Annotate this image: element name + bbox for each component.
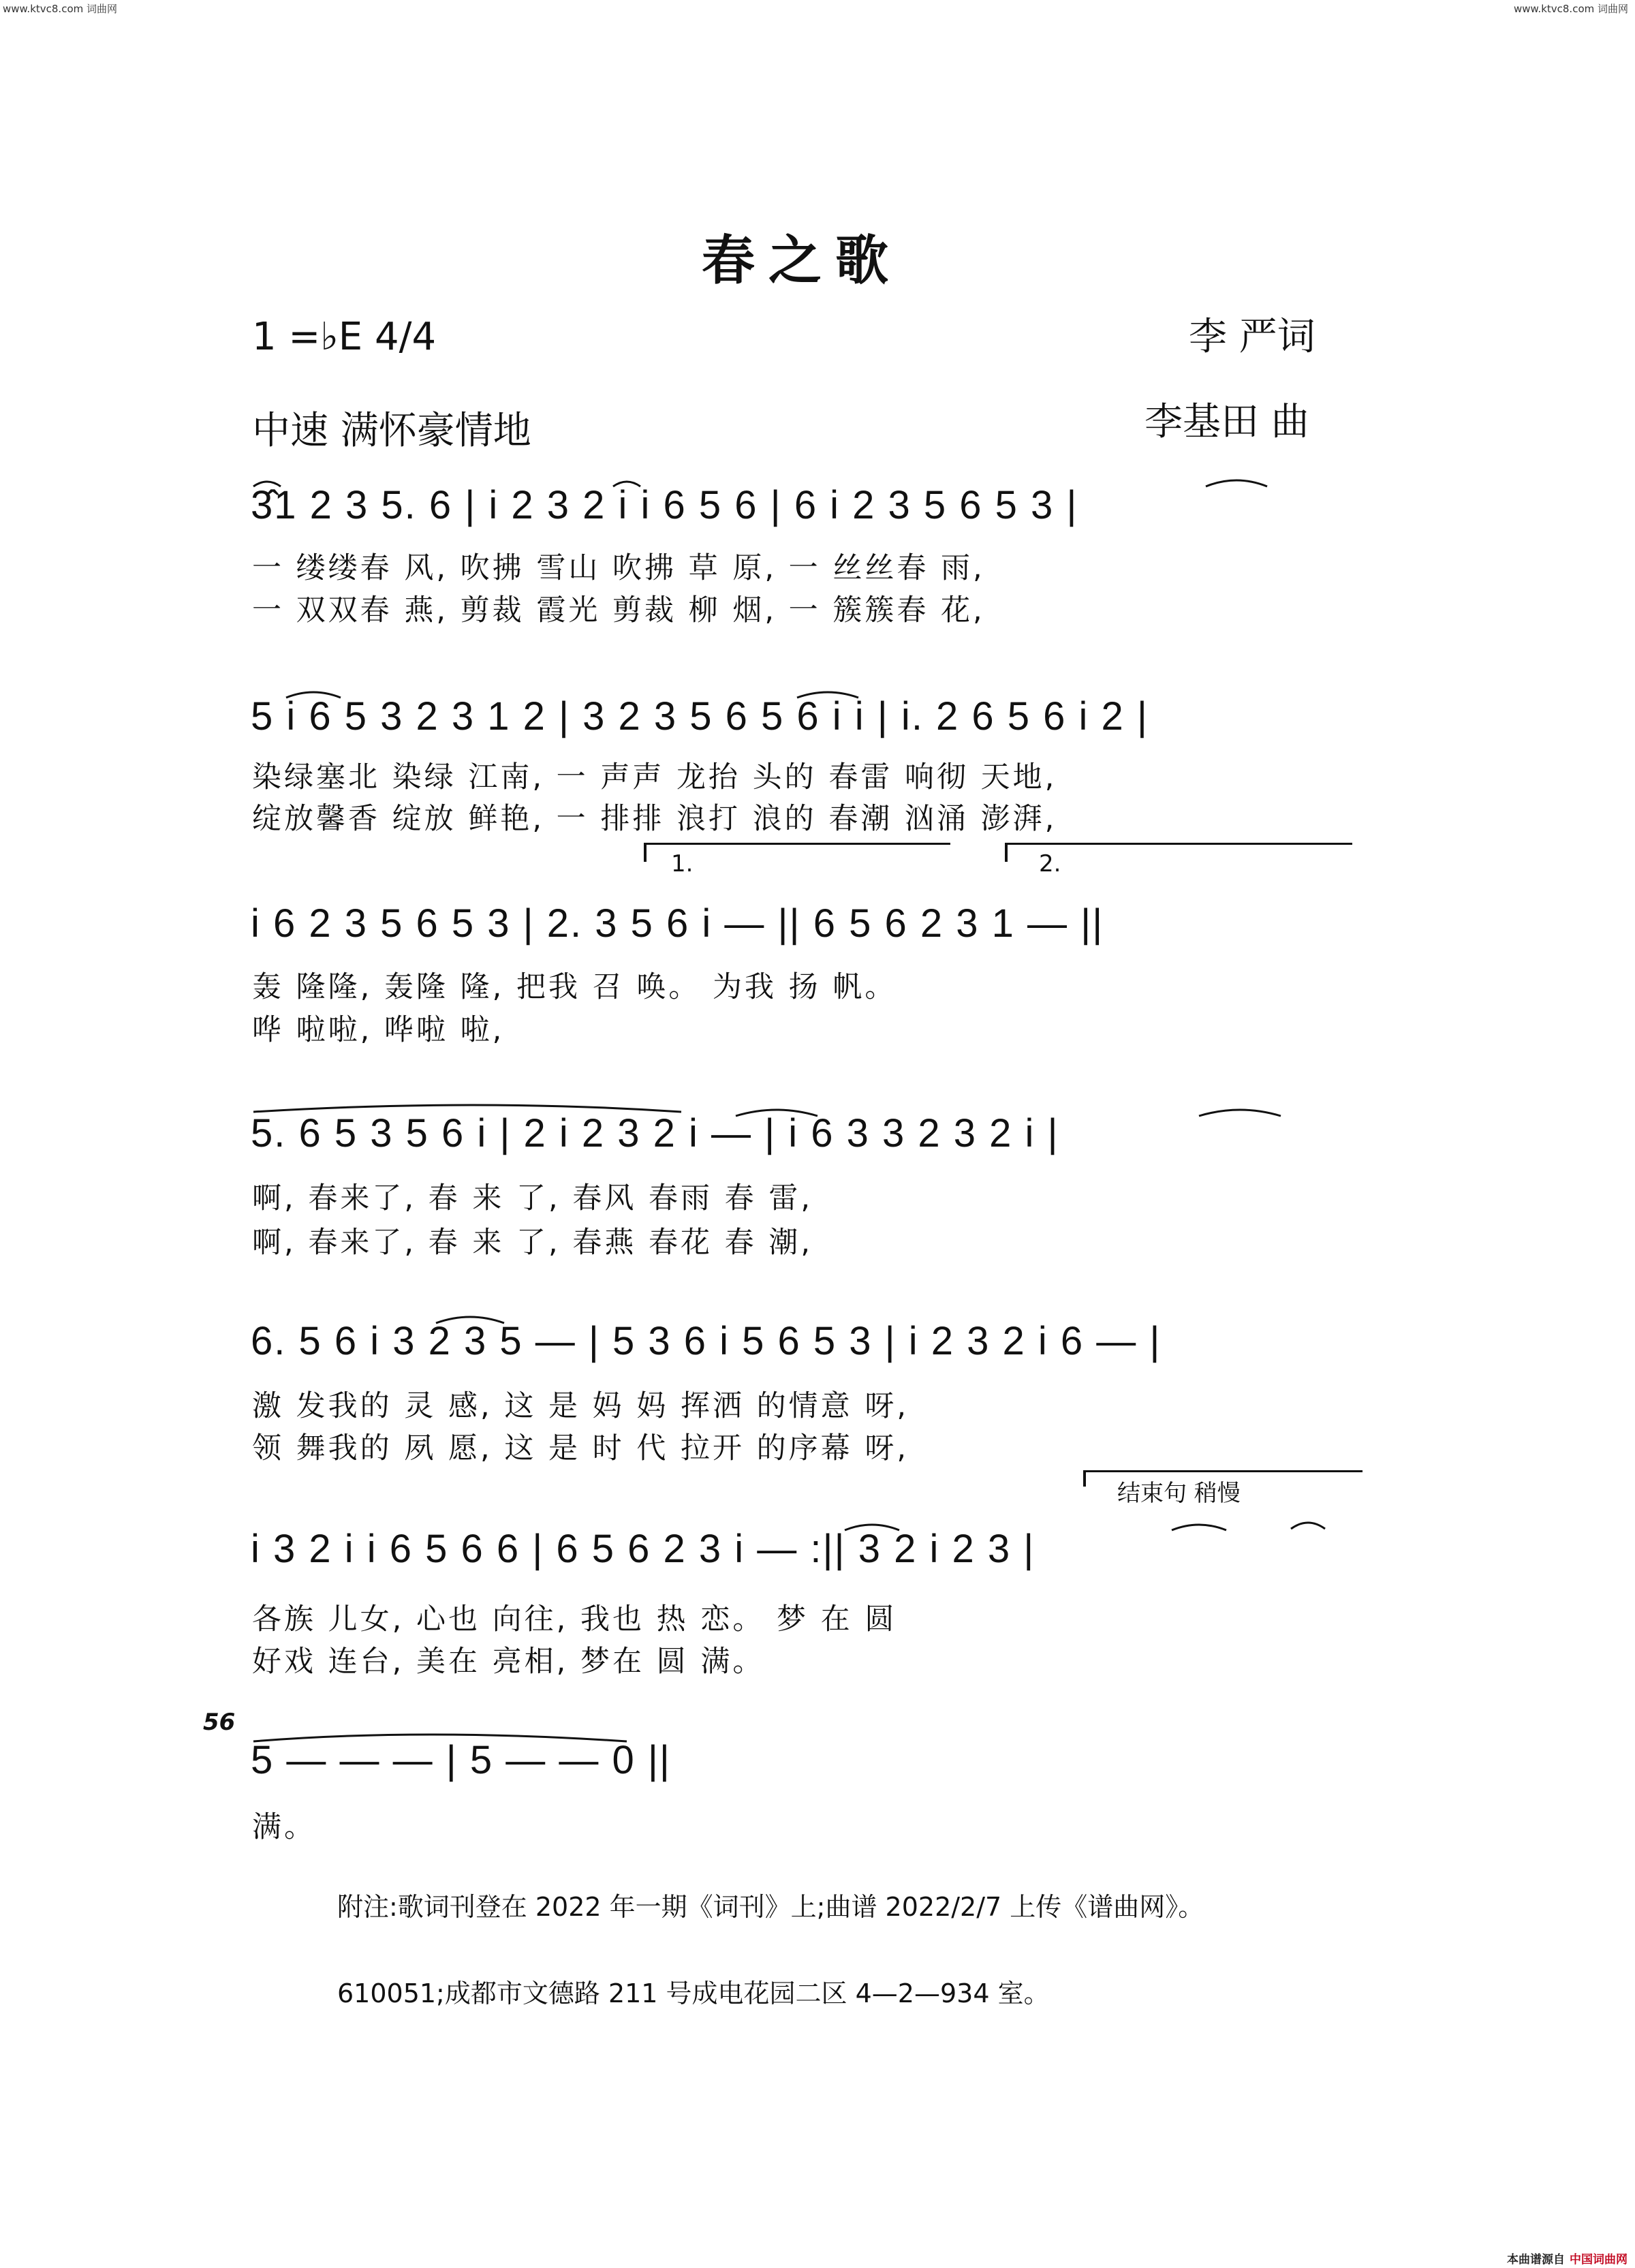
volta-bracket-1-edge <box>644 843 647 862</box>
lyric-line-1-verse-1: 一 缕缕春 风, 吹拂 雪山 吹拂 草 原, 一 丝丝春 雨, <box>252 551 985 585</box>
song-title: 春之歌 <box>702 230 903 292</box>
site-watermark-bottom-left: 本曲谱源自 <box>1507 2253 1565 2267</box>
score-line-3: i 6 2 3 5 6 5 3 | 2. 3 5 6 i — || 6 5 6 2 3 1 — || <box>251 901 1104 946</box>
score-line-6: i 3 2 i i 6 5 6 6 | 6 5 6 2 3 i — :|| 3 2 i 2 3 | <box>251 1527 1036 1571</box>
lyric-line-7: 满。 <box>252 1810 316 1844</box>
composer-credit: 李基田 曲 <box>1144 400 1309 444</box>
handwritten-marginal-note: 56 <box>203 1709 236 1736</box>
lyric-line-2-verse-1: 染绿塞北 染绿 江南, 一 声声 龙抬 头的 春雷 响彻 天地, <box>252 760 1057 794</box>
lyric-line-5-verse-1: 激 发我的 灵 感, 这 是 妈 妈 挥洒 的情意 呀, <box>252 1389 909 1423</box>
site-watermark-top-left: www.ktvc8.com 词曲网 <box>3 3 118 15</box>
fermata-arc <box>1291 1523 1325 1529</box>
score-line-2: 5 i 6 5 3 2 3 1 2 | 3 2 3 5 6 5 6 i i | i. 2 6 5 6 i 2 | <box>251 694 1149 739</box>
site-watermark-bottom-right: 中国词曲网 <box>1570 2253 1628 2267</box>
lyric-line-4-verse-2: 啊, 春来了, 春 来 了, 春燕 春花 春 潮, <box>252 1226 813 1260</box>
score-line-1: 3̂1 2 3 5. 6 | i 2 3 2 i i 6 5 6 | 6 i 2 3 5 6 5 3 | <box>251 483 1078 527</box>
lyric-line-6-verse-1: 各族 儿女, 心也 向往, 我也 热 恋。 梦 在 圆 <box>252 1602 897 1636</box>
slur-mark <box>1206 480 1267 486</box>
key-signature: 1 =♭E 4/4 <box>252 315 437 359</box>
ending-phrase-bracket-edge <box>1083 1470 1086 1487</box>
volta-label-2: 2. <box>1039 850 1061 877</box>
score-line-7: 5 — — — | 5 — — 0 || <box>251 1738 671 1782</box>
lyric-line-2-verse-2: 绽放馨香 绽放 鲜艳, 一 排排 浪打 浪的 春潮 汹涌 澎湃, <box>252 802 1057 836</box>
tempo-marking: 中速 满怀豪情地 <box>252 409 531 453</box>
site-watermark-top-right: www.ktvc8.com 词曲网 <box>1514 3 1629 15</box>
lyric-line-4-verse-1: 啊, 春来了, 春 来 了, 春风 春雨 春 雷, <box>252 1181 813 1215</box>
lyricist-credit: 李 严词 <box>1189 315 1315 359</box>
lyric-line-3-verse-2: 哗 啦啦, 哗啦 啦, <box>252 1013 505 1047</box>
score-line-5: 6. 5 6 i 3 2 3 5 — | 5 3 6 i 5 6 5 3 | i 2 3 2 i 6 — | <box>251 1319 1162 1363</box>
volta-bracket-2-edge <box>1005 843 1008 862</box>
volta-bracket-1 <box>644 843 950 845</box>
ending-phrase-bracket <box>1083 1470 1362 1472</box>
lyric-line-5-verse-2: 领 舞我的 夙 愿, 这 是 时 代 拉开 的序幕 呀, <box>252 1431 909 1465</box>
slur-mark <box>1199 1110 1281 1116</box>
lyric-line-3-verse-1: 轰 隆隆, 轰隆 隆, 把我 召 唤。 为我 扬 帆。 <box>252 970 897 1004</box>
footnote: 附注:歌词刊登在 2022 年一期《词刊》上;曲谱 2022/2/7 上传《谱曲网》。 <box>337 1892 1204 1922</box>
volta-bracket-2 <box>1005 843 1352 845</box>
lyric-line-6-verse-2: 好戏 连台, 美在 亮相, 梦在 圆 满。 <box>252 1645 765 1679</box>
lyric-line-1-verse-2: 一 双双春 燕, 剪裁 霞光 剪裁 柳 烟, 一 簇簇春 花, <box>252 593 985 627</box>
contact-address: 610051;成都市文德路 211 号成电花园二区 4—2—934 室。 <box>337 1978 1050 2008</box>
volta-label-1: 1. <box>671 850 694 877</box>
ending-phrase-remark: 结束句 稍慢 <box>1117 1480 1241 1507</box>
slur-mark <box>1172 1525 1226 1530</box>
score-line-4: 5. 6 5 3 5 6 i | 2 i 2 3 2 i — | i 6 3 3 2 3 2 i | <box>251 1111 1059 1155</box>
